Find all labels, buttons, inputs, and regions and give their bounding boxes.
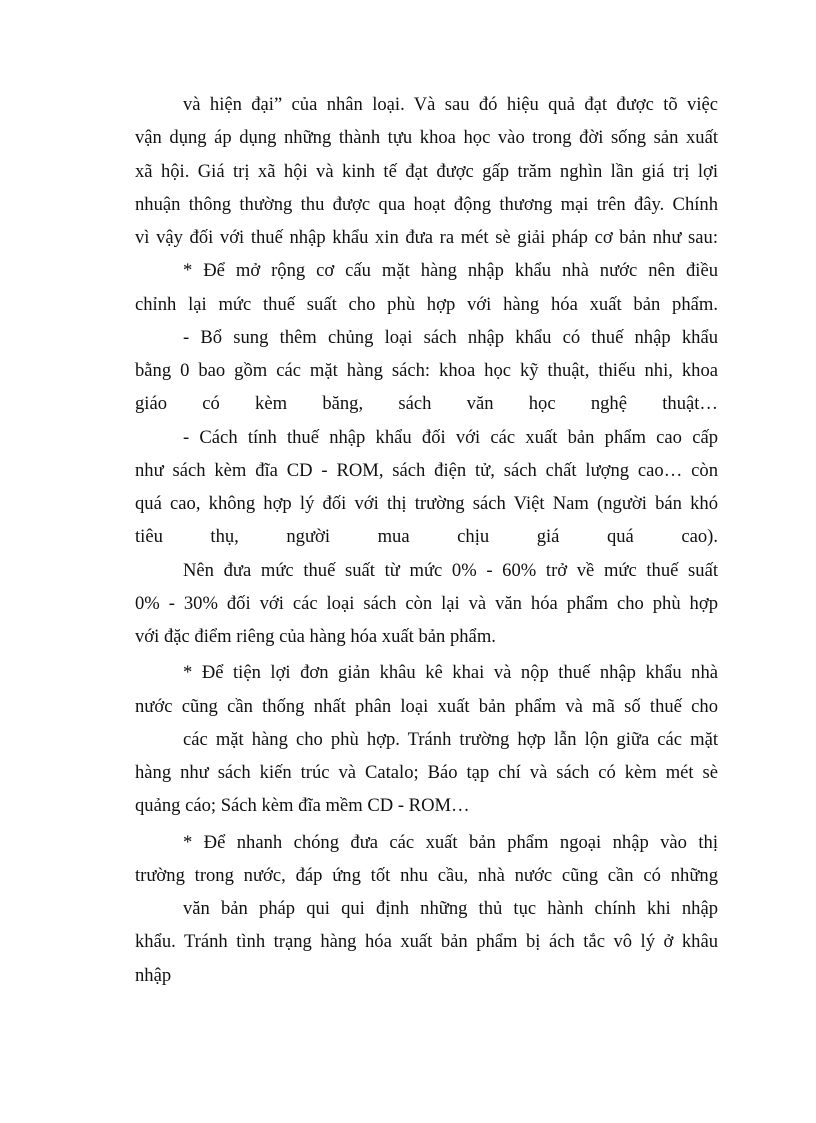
- text-line: với đặc điểm riêng của hàng hóa xuất bản phẩm.: [135, 626, 496, 647]
- text-line: trường trong nước, đáp ứng tốt nhu cầu, nhà nước cũng cần có những: [135, 864, 718, 886]
- text-line: tiêu thụ, người mua chịu giá quá cao).: [135, 526, 718, 548]
- text-line: * Để nhanh chóng đưa các xuất bản phẩm ngoại nhập vào thị: [183, 831, 718, 853]
- text-line: nước cũng cần thống nhất phân loại xuất bản phẩm và mã số thuế cho: [135, 695, 718, 717]
- text-line: chỉnh lại mức thuế suất cho phù hợp với hàng hóa xuất bản phẩm.: [135, 293, 718, 315]
- text-line: vì vậy đối với thuế nhập khẩu xin đưa ra mét sè giải pháp cơ bản như sau:: [135, 227, 718, 248]
- text-line: vận dụng áp dụng những thành tựu khoa học vào trong đời sống sản xuất: [135, 127, 718, 149]
- text-line: xã hội. Giá trị xã hội và kinh tế đạt được gấp trăm nghìn lần giá trị lợi: [135, 160, 718, 182]
- text-line: - Cách tính thuế nhập khẩu đối với các xuất bản phẩm cao cấp: [183, 426, 718, 448]
- text-line: nhuận thông thường thu được qua hoạt động thương mại trên đây. Chính: [135, 193, 718, 215]
- text-line: quảng cáo; Sách kèm đĩa mềm CD - ROM…: [135, 795, 470, 817]
- text-line: khẩu. Tránh tình trạng hàng hóa xuất bản phẩm bị ách tắc vô lý ở khâu: [135, 931, 718, 953]
- text-line: Nên đưa mức thuế suất từ mức 0% - 60% trở về mức thuế suất: [183, 559, 718, 581]
- text-line: * Để tiện lợi đơn giản khâu kê khai và nộp thuế nhập khẩu nhà: [183, 662, 718, 684]
- text-line: nhập: [135, 964, 172, 986]
- text-line: văn bản pháp qui qui định những thủ tục hành chính khi nhập: [183, 898, 718, 919]
- text-line: và hiện đại” của nhân loại. Và sau đó hiệu quả đạt được tõ việc: [183, 94, 718, 115]
- text-line: hàng như sách kiến trúc và Catalo; Báo tạp chí và sách có kèm mét sè: [135, 762, 718, 783]
- text-line: * Để mở rộng cơ cấu mặt hàng nhập khẩu nhà nước nên điều: [183, 260, 718, 282]
- text-line: - Bổ sung thêm chủng loại sách nhập khẩu có thuế nhập khẩu: [183, 326, 718, 348]
- text-line: bằng 0 bao gồm các mặt hàng sách: khoa học kỹ thuật, thiếu nhi, khoa: [135, 360, 718, 381]
- document-body: [135, 88, 718, 992]
- text-line: quá cao, không hợp lý đối với thị trường sách Việt Nam (người bán khó: [135, 493, 718, 514]
- text-line: các mặt hàng cho phù hợp. Tránh trường hợp lẫn lộn giữa các mặt: [183, 728, 718, 750]
- text-line: như sách kèm đĩa CD - ROM, sách điện tử, sách chất lượng cao… còn: [135, 459, 718, 481]
- text-line: 0% - 30% đối với các loại sách còn lại và văn hóa phẩm cho phù hợp: [135, 592, 718, 614]
- text-line: giáo có kèm băng, sách văn học nghệ thuật…: [135, 393, 718, 415]
